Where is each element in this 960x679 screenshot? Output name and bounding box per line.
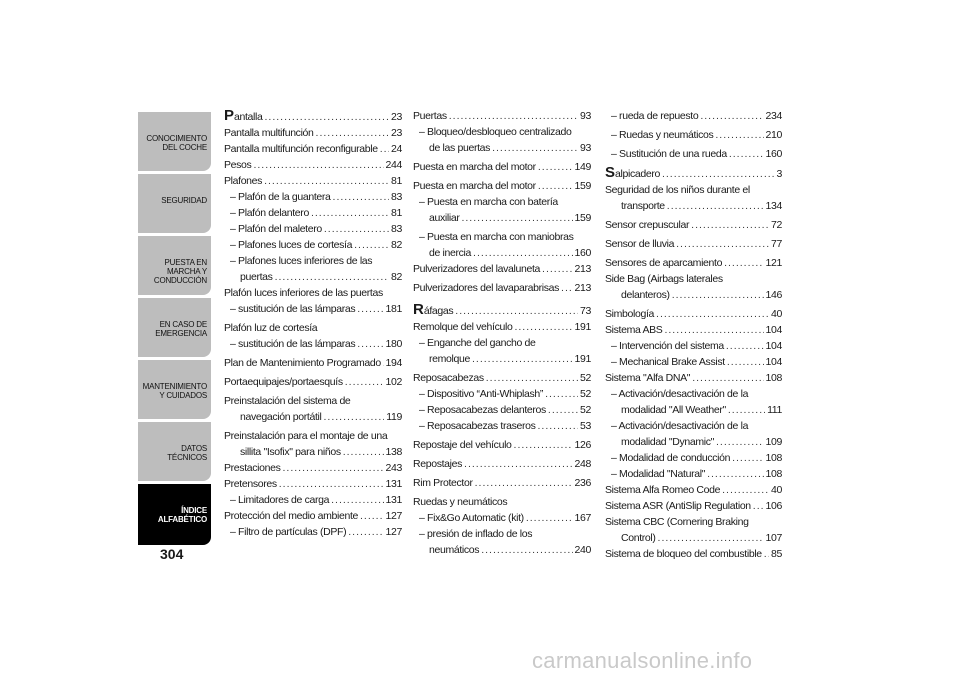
- index-entry[interactable]: Plafón luz de cortesía: [224, 322, 318, 334]
- index-entry[interactable]: Puesta en marcha del motor ..... 149: [413, 159, 591, 175]
- page-ref: 243: [385, 462, 402, 474]
- page-ref: 167: [574, 512, 591, 524]
- tab-label: ÍNDICE ALFABÉTICO: [157, 506, 207, 524]
- page-ref: 159: [574, 212, 591, 224]
- page-ref: 108: [765, 468, 782, 480]
- page-ref: 248: [574, 458, 591, 470]
- index-entry[interactable]: Simbología ..... 40: [605, 306, 782, 322]
- index-entry[interactable]: Prestaciones ..... 243: [224, 460, 402, 476]
- page-ref: 149: [574, 161, 591, 173]
- index-subentry[interactable]: – Activación/desactivación de la modalidad "All Weather" ..... 111: [605, 386, 782, 418]
- page-number: 304: [160, 546, 184, 562]
- index-entry[interactable]: Sistema de bloqueo del combustible ..... 85: [605, 546, 782, 562]
- page-ref: 146: [765, 289, 782, 301]
- index-subentry[interactable]: – Modalidad de conducción ..... 108: [605, 450, 782, 466]
- page-ref: 131: [385, 478, 402, 490]
- page-ref: 210: [765, 129, 782, 141]
- page-ref: 131: [385, 494, 402, 506]
- index-entry[interactable]: Pulverizadores del lavaparabrisas ..... 213: [413, 280, 591, 296]
- index-subentry[interactable]: – Reposacabezas traseros ..... 53: [413, 418, 591, 434]
- index-entry[interactable]: Side Bag (Airbags laterales delanteros) ..... 146: [605, 271, 782, 303]
- page-ref: 102: [385, 376, 402, 388]
- page-ref: 83: [391, 191, 402, 203]
- index-entry[interactable]: Repostajes ..... 248: [413, 456, 591, 472]
- index-entry[interactable]: Portaequipajes/portaesquís ..... 102: [224, 374, 402, 390]
- index-subentry[interactable]: – Filtro de partículas (DPF) ..... 127: [224, 524, 402, 540]
- page-ref: 52: [580, 404, 591, 416]
- index-entry[interactable]: Ruedas y neumáticos: [413, 496, 508, 508]
- page-ref: 127: [385, 510, 402, 522]
- index-column-3: [605, 108, 782, 562]
- index-subentry[interactable]: – Plafón del maletero ..... 83: [224, 221, 402, 237]
- tab-indice-alfabetico[interactable]: [138, 484, 211, 545]
- index-subentry[interactable]: – Dispositivo “Anti-Whiplash” ..... 52: [413, 386, 591, 402]
- page-ref: 194: [385, 357, 402, 369]
- page-ref: 160: [574, 247, 591, 259]
- index-entry[interactable]: Preinstalación para el montaje de una sillita "Isofix" para niños ..... 138: [224, 428, 402, 460]
- index-entry[interactable]: Plafón luces inferiores de las puertas: [224, 287, 383, 299]
- index-entry[interactable]: Plafones ..... 81: [224, 173, 402, 189]
- page-ref: 93: [580, 142, 591, 154]
- index-entry[interactable]: Salpicadero ..... 3: [605, 165, 782, 182]
- page-ref: 160: [765, 148, 782, 160]
- page-ref: 111: [767, 404, 782, 416]
- page-ref: 52: [580, 372, 591, 384]
- page-ref: 72: [771, 219, 782, 231]
- page-ref: 24: [391, 143, 402, 155]
- tab-label: DATOS TÉCNICOS: [167, 444, 207, 462]
- index-entry[interactable]: Sistema ABS ..... 104: [605, 322, 782, 338]
- page-ref: 85: [771, 548, 782, 560]
- index-subentry[interactable]: – Reposacabezas delanteros ..... 52: [413, 402, 591, 418]
- tab-label: EN CASO DE EMERGENCIA: [155, 320, 207, 338]
- index-entry[interactable]: Pesos ..... 244: [224, 157, 402, 173]
- page-ref: 77: [771, 238, 782, 250]
- section-letter: R: [413, 301, 424, 318]
- page-ref: 53: [580, 420, 591, 432]
- tab-label: PUESTA EN MARCHA Y CONDUCCIÓN: [153, 258, 207, 285]
- index-subentry[interactable]: – Plafones luces de cortesía ..... 82: [224, 237, 402, 253]
- page-ref: 81: [391, 175, 402, 187]
- page-ref: 119: [386, 411, 402, 423]
- index-entry[interactable]: Repostaje del vehículo ..... 126: [413, 437, 591, 453]
- page-ref: 93: [580, 110, 591, 122]
- site-watermark: carmanualsonline.info: [532, 648, 753, 673]
- chapter-sidebar: [138, 112, 211, 548]
- index-subentry[interactable]: – sustitución de las lámparas ..... 180: [224, 336, 402, 352]
- index-entry[interactable]: Puertas ..... 93: [413, 108, 591, 124]
- index-entry[interactable]: Preinstalación del sistema de navegación portátil ..... 119: [224, 393, 402, 425]
- index-subentry[interactable]: – Puesta en marcha con batería auxiliar ..... 159: [413, 194, 591, 226]
- index-entry[interactable]: Pantalla ..... 23: [224, 108, 402, 125]
- tab-conocimiento-del-coche[interactable]: [138, 112, 211, 171]
- tab-seguridad[interactable]: [138, 174, 211, 233]
- page-ref: 134: [765, 200, 782, 212]
- tab-label: CONOCIMIENTO DEL COCHE: [146, 134, 207, 152]
- index-entry[interactable]: Remolque del vehículo ..... 191: [413, 319, 591, 335]
- page-ref: 180: [385, 338, 402, 350]
- page-ref: 127: [385, 526, 402, 538]
- index-subentry[interactable]: – Limitadores de carga ..... 131: [224, 492, 402, 508]
- index-subentry[interactable]: – rueda de repuesto ..... 234: [605, 108, 782, 124]
- index-entry[interactable]: Sistema Alfa Romeo Code ..... 40: [605, 482, 782, 498]
- index-subentry[interactable]: – Plafón de la guantera ..... 83: [224, 189, 402, 205]
- page-ref: 52: [580, 388, 591, 400]
- index-entry[interactable]: Sistema "Alfa DNA" ..... 108: [605, 370, 782, 386]
- page-ref: 40: [771, 484, 782, 496]
- page-ref: 159: [574, 180, 591, 192]
- page-ref: 73: [580, 305, 591, 317]
- page-ref: 126: [574, 439, 591, 451]
- index-subentry[interactable]: – Ruedas y neumáticos ..... 210: [605, 127, 782, 143]
- tab-en-caso-de-emergencia[interactable]: [138, 298, 211, 357]
- index-entry[interactable]: Sistema CBC (Cornering Braking Control) ..... 107: [605, 514, 782, 546]
- page-ref: 104: [765, 324, 782, 336]
- index-entry[interactable]: Pulverizadores del lavaluneta ..... 213: [413, 261, 591, 277]
- page-ref: 107: [765, 532, 782, 544]
- tab-label: MANTENIMIENTO Y CUIDADOS: [142, 382, 207, 400]
- page-ref: 236: [574, 477, 591, 489]
- index-subentry[interactable]: – Intervención del sistema ..... 104: [605, 338, 782, 354]
- page-ref: 109: [765, 436, 782, 448]
- index-entry[interactable]: Pantalla multifunción ..... 23: [224, 125, 402, 141]
- index-subentry[interactable]: – Fix&Go Automatic (kit) ..... 167: [413, 510, 591, 526]
- index-entry[interactable]: Pretensores ..... 131: [224, 476, 402, 492]
- index-entry[interactable]: Sistema ASR (AntiSlip Regulation ..... 106: [605, 498, 782, 514]
- index-subentry[interactable]: – Modalidad "Natural" ..... 108: [605, 466, 782, 482]
- page-ref: 40: [771, 308, 782, 320]
- section-letter: P: [224, 107, 235, 124]
- tab-puesta-en-marcha[interactable]: [138, 236, 211, 295]
- index-entry[interactable]: Puesta en marcha del motor ..... 159: [413, 178, 591, 194]
- index-subentry[interactable]: – Puesta en marcha con maniobras de inercia ..... 160: [413, 229, 591, 261]
- page-ref: 138: [385, 446, 402, 458]
- page-ref: 191: [574, 321, 591, 333]
- index-subentry[interactable]: – Enganche del gancho de remolque ..... 191: [413, 335, 591, 367]
- index-entry[interactable]: Seguridad de los niños durante el transporte ..... 134: [605, 182, 782, 214]
- page-ref: 106: [765, 500, 782, 512]
- page-ref: 234: [765, 110, 782, 122]
- page-ref: 191: [574, 353, 591, 365]
- page-ref: 82: [391, 239, 402, 251]
- index-entry[interactable]: Rim Protector ..... 236: [413, 475, 591, 491]
- index-subentry[interactable]: – presión de inflado de los neumáticos ..... 240: [413, 526, 591, 558]
- index-entry[interactable]: Ráfagas ..... 73: [413, 302, 591, 319]
- index-entry[interactable]: Sensor crepuscular ..... 72: [605, 217, 782, 233]
- page-ref: 104: [765, 340, 782, 352]
- index-column-1: [224, 108, 402, 540]
- index-subentry[interactable]: – Plafones luces inferiores de las puertas ..... 82: [224, 253, 402, 285]
- tab-label: SEGURIDAD: [161, 196, 207, 205]
- tab-datos-tecnicos[interactable]: [138, 422, 211, 481]
- index-column-2: [413, 108, 591, 558]
- index-entry[interactable]: Plan de Mantenimiento Programado ..... 194: [224, 355, 402, 371]
- page-ref: 23: [391, 111, 402, 123]
- tab-mantenimiento[interactable]: [138, 360, 211, 419]
- section-letter: S: [605, 164, 616, 181]
- index-entry[interactable]: Sensores de aparcamiento ..... 121: [605, 255, 782, 271]
- page-ref: 213: [574, 263, 591, 275]
- index-subentry[interactable]: – Activación/desactivación de la modalidad "Dynamic" ..... 109: [605, 418, 782, 450]
- index-entry[interactable]: Pantalla multifunción reconfigurable ..... 24: [224, 141, 402, 157]
- index-subentry[interactable]: – Plafón delantero ..... 81: [224, 205, 402, 221]
- index-subentry[interactable]: – Mechanical Brake Assist ..... 104: [605, 354, 782, 370]
- index-subentry[interactable]: – sustitución de las lámparas ..... 181: [224, 301, 402, 317]
- page-ref: 213: [574, 282, 591, 294]
- page-ref: 82: [391, 271, 402, 283]
- page-ref: 108: [765, 452, 782, 464]
- page-ref: 23: [391, 127, 402, 139]
- page-ref: 181: [385, 303, 402, 315]
- page-ref: 121: [765, 257, 782, 269]
- index-subentry[interactable]: – Bloqueo/desbloqueo centralizado de las puertas ..... 93: [413, 124, 591, 156]
- page-ref: 3: [776, 168, 782, 180]
- page-ref: 83: [391, 223, 402, 235]
- page-ref: 108: [765, 372, 782, 384]
- page-ref: 240: [574, 544, 591, 556]
- page-ref: 81: [391, 207, 402, 219]
- index-subentry[interactable]: – Sustitución de una rueda ..... 160: [605, 146, 782, 162]
- page-ref: 104: [765, 356, 782, 368]
- index-entry[interactable]: Reposacabezas ..... 52: [413, 370, 591, 386]
- index-entry[interactable]: Protección del medio ambiente ..... 127: [224, 508, 402, 524]
- index-entry[interactable]: Sensor de lluvia ..... 77: [605, 236, 782, 252]
- page-ref: 244: [385, 159, 402, 171]
